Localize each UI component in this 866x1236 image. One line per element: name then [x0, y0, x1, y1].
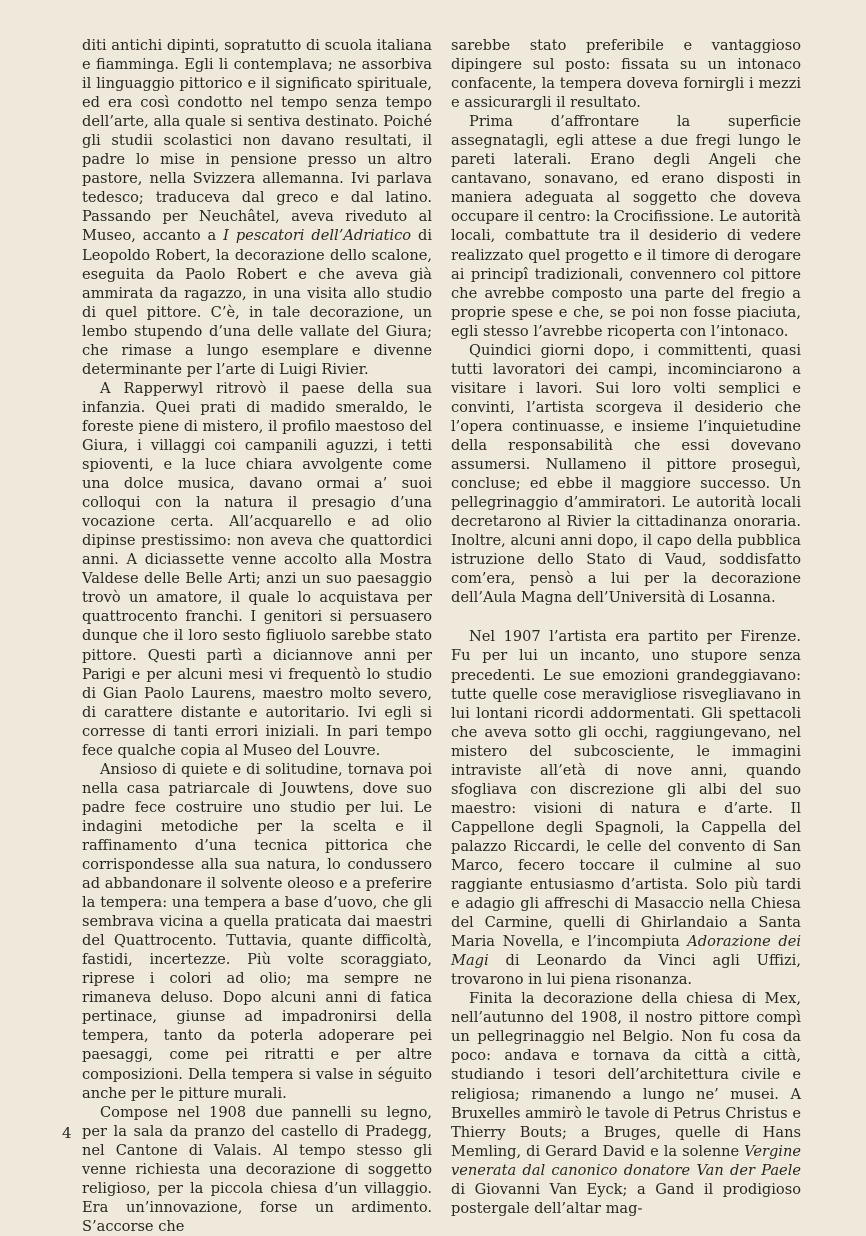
text-run: A Rapperwyl ritrovò il paese della sua infanzia. Quei prati di madido smeraldo, le foreste piene di mistero, il profilo maestoso del Giura, i villaggi coi campanili aguzzi, i tetti spioventi, e la luce chiara avvolgente come una dolce musica, davano ormai a’ suoi colloqui con la natura il presagio d’una vocazione certa. All’acquarello e ad olio dipinse prestissimo: non aveva che quattordici anni. A diciassette venne accolto alla Mostra Valdese delle Belle Arti; anzi un suo paesaggio trovò un amatore, il quale lo acquistava per quattrocento franchi. I genitori si persuasero dunque che il loro sesto figliuolo sarebbe stato pittore. Questi partì a diciannove anni per Parigi e per alcuni mesi vi frequentò lo studio di Gian Paolo Laurens, maestro molto severo, di carattere distante e autoritario. Ivi egli si corresse di tanti errori iniziali. In pari tempo fece qualche copia al Museo del Louvre.	[82, 379, 432, 759]
text-run: Ansioso di quiete e di solitudine, tornava poi nella casa patriarcale di Jouwtens, dove suo padre fece costruire uno studio per lui. Le indagini metodiche per la scelta e il raffinamento d’una tecnica pittorica che corrispondesse alla sua natura, lo condussero ad abbandonare il solvente oleoso e a preferire la tempera: una tempera a base d’uovo, che gli sembrava vicina a quella praticata dai maestri del Quattrocento. Tuttavia, quante difficoltà, fastidi, incertezze. Più volte scoraggiato, riprese i colori ad olio; ma sempre ne rimaneva deluso. Dopo alcuni anni di fatica pertinace, giunse ad impadronirsi della tempera, tanto da poterla adoperare pei paesaggi, come pei ritratti e per altre composizioni. Della tempera si valse in séguito anche per le pitture murali.	[82, 760, 432, 1102]
page-number: 4	[62, 1124, 72, 1142]
text-run: Prima d’affrontare la superficie assegnatagli, egli attese a due fregi lungo le pareti laterali. Erano degli Angeli che cantavano, sonavano, ed erano disposti in maniera adeguata al soggetto che doveva occupare il centro: la Crocifissione. Le autorità locali, combattute tra il desiderio di vedere realizzato quel progetto e il timore di derogare ai principî tradizionali, convennero col pittore che avrebbe composto una parte del fregio a proprie spese e che, se poi non fosse piaciuta, egli stesso l’avrebbe ricoperta con l’intonaco.	[451, 113, 801, 340]
text-run: Nel 1907 l’artista era partito per Firenze. Fu per lui un incanto, uno stupore senza precedenti. Le sue emozioni grandeggiavano: tutte quelle cose meravigliose risvegliavano in lui lontani ricordi addormentati. Gli spettacoli che aveva sotto gli occhi, raggiungevano, nel mistero del subcosciente, le immagini intraviste all’età di nove anni, quando sfogliava con discrezione gli albi del suo maestro: visioni di natura e d’arte. Il Cappellone degli Spagnoli, la Cappella del palazzo Riccardi, le celle del convento di San Marco, fecero toccare il culmine al suo raggiante entusiasmo d’artista. Solo più tardi e adagio gli affreschi di Masaccio nella Chiesa del Carmine, quelli di Ghirlandaio a Santa Maria Novella, e l’incompiuta	[451, 628, 801, 951]
paragraph	[82, 760, 432, 1103]
text-run: di Leonardo da Vinci agli Uffizi, trovarono in lui piena risonanza.	[451, 952, 801, 989]
text-run: Compose nel 1908 due pannelli su legno, per la sala da pranzo del castello di Pradegg, nel Cantone di Valais. Al tempo stesso gli venne richiesta una decorazione di soggetto religioso, per la piccola chiesa d’un villaggio. Era un’innovazione, forse un ardimento. S’accorse che	[82, 1103, 432, 1235]
italic-title: I pescatori dell’Adriatico	[223, 227, 412, 245]
paragraph	[451, 341, 801, 608]
text-run: Quindici giorni dopo, i committenti, quasi tutti lavoratori dei campi, incominciarono a visitare i lavori. Sui loro volti semplici e convinti, l’artista scorgeva il desiderio che l’opera continuasse, e insieme l’inquietudine della responsabilità che essi dovevano assumersi. Nullameno il pittore proseguì, concluse; ed ebbe il maggiore successo. Un pellegrinaggio d’ammiratori. Le autorità locali decretarono al Rivier la cittadinanza onoraria. Inoltre, alcuni anni dopo, il capo della pubblica istruzione dello Stato di Vaud, soddisfatto com’era, pensò a lui per la decorazione dell’Aula Magna dell’Università di Losanna.	[451, 341, 801, 607]
paragraph	[451, 989, 801, 1218]
paragraph	[82, 1103, 432, 1236]
right-column	[451, 36, 801, 1218]
paragraph	[451, 627, 801, 989]
italic-title: Adorazione dei Magi	[451, 933, 802, 970]
paragraph	[82, 36, 432, 379]
text-run: sarebbe stato preferibile e vantaggioso dipingere sul posto: fissata su un intonaco confacente, la tempera doveva fornirgli i mezzi e assicurargli il resultato.	[451, 37, 801, 112]
paragraph	[82, 379, 432, 760]
paragraph	[451, 112, 801, 341]
text-run: di Leopoldo Robert, la decorazione dello scalone, eseguita da Paolo Robert e che aveva già ammirata da ragazzo, in una visita allo studio di quel pittore. C’è, in tale decorazione, un lembo stupendo d’una delle vallate del Giura; che rimase a lungo esemplare e divenne determinante per l’arte di Luigi Rivier.	[82, 227, 432, 378]
paragraph	[451, 36, 801, 112]
text-run: Finita la decorazione della chiesa di Mex, nell’autunno del 1908, il nostro pittore compì un pellegrinaggio nel Belgio. Non fu cosa da poco: andava e tornava da città a città, studiando i tesori dell’architettura civile e religiosa; rimanendo a lungo ne’ musei. A Bruxelles ammirò le tavole di Petrus Christus e Thierry Bouts; a Bruges, quelle di Hans Memling, di Gerard David e la solenne	[451, 990, 801, 1160]
italic-title: Vergine venerata dal canonico donatore Van der Paele	[451, 1142, 801, 1179]
text-run: diti antichi dipinti, sopratutto di scuola italiana e fiamminga. Egli li contemplava; ne assorbiva il linguaggio pittorico e il significato spirituale, ed era così condotto nel tempo senza tempo dell’arte, alla quale si sentiva destinato. Poiché gli studii scolastici non davano resultati, il padre lo mise in pensione presso un altro pastore, nella Svizzera allemanna. Ivi parlava tedesco; traduceva dal greco e dal latino. Passando per Neuchâtel, aveva riveduto al Museo, accanto a	[82, 37, 432, 245]
left-column	[82, 36, 432, 1236]
text-run: di Giovanni Van Eyck; a Gand il prodigioso postergale dell’altar mag-	[451, 1180, 801, 1217]
